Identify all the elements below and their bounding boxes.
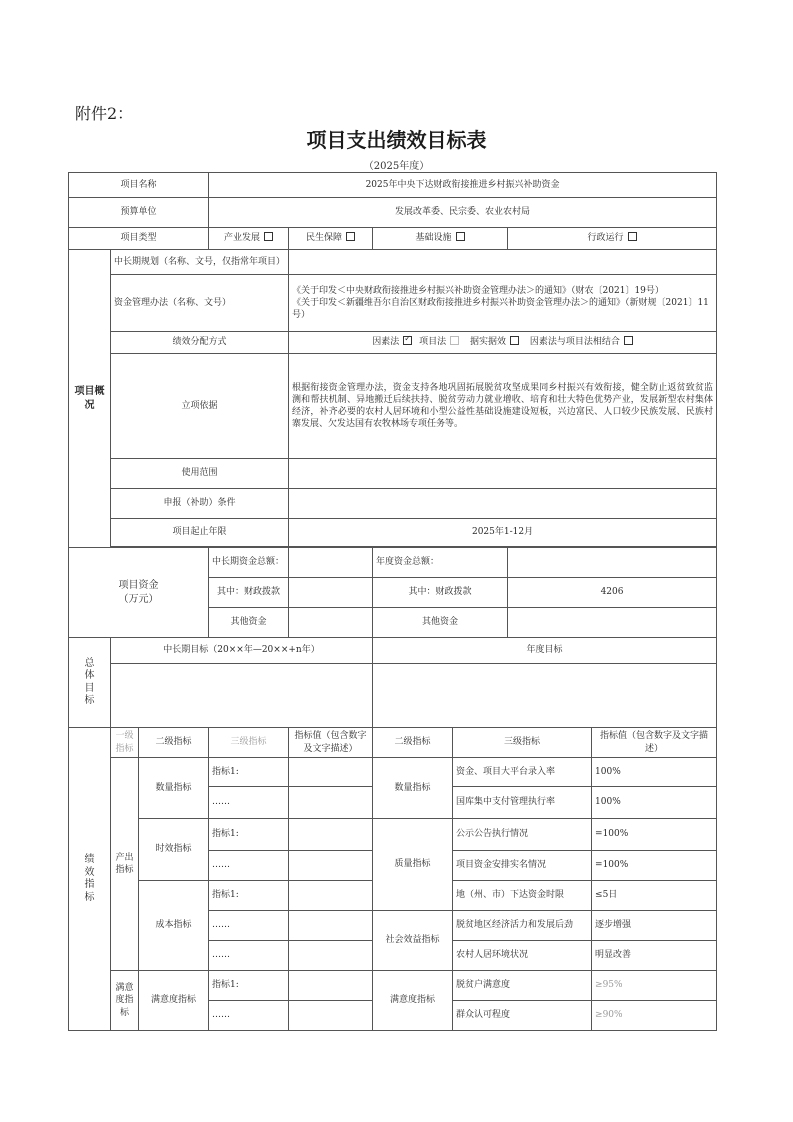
year-fiscal-label: 其中：财政拨款 <box>373 578 508 608</box>
right-indicator-name: 公示公告执行情况 <box>453 819 592 851</box>
long-total-value <box>289 548 373 578</box>
project-type-label: 项目类型 <box>69 228 209 250</box>
indicator-value-empty <box>289 758 373 787</box>
satisfaction-indicator-label: 满意度指标 <box>111 971 139 1031</box>
quantity-indicator-label: 数量指标 <box>139 758 209 819</box>
allocation-row <box>69 332 717 354</box>
indicator-more: …… <box>209 941 289 971</box>
indicator-value-empty <box>289 787 373 819</box>
plan-label: 中长期规划（名称、文号，仅指常年项目） <box>111 250 289 275</box>
right-indicator-value: ≥90% <box>592 1001 717 1031</box>
type-option-administration[interactable] <box>508 228 717 250</box>
header-level2: 二级指标 <box>139 728 209 758</box>
period-value: 2025年1-12月 <box>289 519 717 547</box>
attachment-label: 附件2： <box>75 104 134 123</box>
indicator-row <box>69 971 717 1001</box>
indicator-value-empty <box>289 911 373 941</box>
indicator-value-empty <box>289 851 373 881</box>
project-name-value: 2025年中央下达财政衔接推进乡村振兴补助资金 <box>209 173 717 198</box>
time-indicator-label: 时效指标 <box>139 819 209 881</box>
goals-header-row <box>69 638 717 664</box>
header-level3: 三级指标 <box>209 728 289 758</box>
indicator-header-row <box>69 728 717 758</box>
plan-row <box>69 250 717 275</box>
checkbox-icon <box>264 232 273 241</box>
header-value-right: 指标值（包含数字及文字描述） <box>592 728 717 758</box>
cost-indicator-label: 成本指标 <box>139 881 209 971</box>
section-project-funds <box>69 548 209 638</box>
project-name-row <box>69 173 717 198</box>
type-option-infrastructure[interactable] <box>373 228 508 250</box>
period-row <box>69 519 717 547</box>
right-indicator-value: 100% <box>592 758 717 787</box>
apply-value <box>289 489 717 519</box>
header-level1: 一级指标 <box>111 728 139 758</box>
indicator-row <box>69 758 717 787</box>
budget-unit-row <box>69 198 717 228</box>
basis-label: 立项依据 <box>111 354 289 459</box>
type-option-label: 基础设施 <box>415 233 452 244</box>
scope-row <box>69 459 717 489</box>
period-label: 项目起止年限 <box>111 519 289 547</box>
year-total-label: 年度资金总额： <box>373 548 508 578</box>
basis-row <box>69 354 717 459</box>
right-indicator-value: =100% <box>592 851 717 881</box>
checked-checkbox-icon[interactable] <box>403 336 412 345</box>
indicator-placeholder: 指标1: <box>209 758 289 787</box>
type-option-label: 行政运行 <box>587 233 624 244</box>
indicators-section-label: 绩效指标 <box>84 854 95 903</box>
checkbox-icon <box>456 232 465 241</box>
checkbox-icon[interactable] <box>624 336 633 345</box>
funds-section-label: 项目资金 <box>118 580 159 591</box>
header-level3-right: 三级指标 <box>453 728 592 758</box>
right-indicator-name: 脱贫户满意度 <box>453 971 592 1001</box>
indicator-placeholder: 指标1: <box>209 971 289 1001</box>
right-quantity-label: 数量指标 <box>373 758 453 819</box>
right-indicator-value: =100% <box>592 819 717 851</box>
indicator-value-empty <box>289 819 373 851</box>
long-other-value <box>289 608 373 638</box>
funds-unit-label: （万元） <box>118 593 159 605</box>
type-option-industry[interactable] <box>209 228 289 250</box>
section-overall-goals <box>69 638 111 728</box>
indicator-placeholder: 指标1: <box>209 819 289 851</box>
indicator-value-empty <box>289 941 373 971</box>
indicator-more: …… <box>209 1001 289 1031</box>
right-indicator-name: 国库集中支付管理执行率 <box>453 787 592 819</box>
satisfaction-level2-label: 满意度指标 <box>139 971 209 1031</box>
section-performance-indicators <box>69 728 111 1031</box>
budget-unit-value: 发展改革委、民宗委、农业农村局 <box>209 198 717 228</box>
header-value: 指标值（包含数字及文字描述） <box>289 728 373 758</box>
right-indicator-name: 项目资金安排实名情况 <box>453 851 592 881</box>
right-indicator-value: ≥95% <box>592 971 717 1001</box>
right-indicator-name: 地（州、市）下达资金时限 <box>453 881 592 911</box>
section-project-overview: 项目概况 <box>69 250 111 548</box>
scope-value <box>289 459 717 489</box>
measures-value <box>289 275 717 332</box>
right-satisfaction-label: 满意度指标 <box>373 971 453 1031</box>
year-fiscal-value: 4206 <box>508 578 717 608</box>
allocation-options <box>289 332 717 354</box>
right-indicator-name: 群众认可程度 <box>453 1001 592 1031</box>
indicator-value-empty <box>289 881 373 911</box>
checkbox-icon <box>346 232 355 241</box>
alloc-option-label: 据实据效 <box>469 337 506 348</box>
indicator-row <box>69 819 717 851</box>
type-option-label: 民生保障 <box>306 233 343 244</box>
project-type-row <box>69 228 717 250</box>
right-indicator-value: ≤5日 <box>592 881 717 911</box>
checkbox-icon[interactable] <box>450 336 459 345</box>
indicator-placeholder: 指标1: <box>209 881 289 911</box>
checkbox-icon[interactable] <box>510 336 519 345</box>
year-goal-value <box>373 664 717 728</box>
funds-total-row <box>69 548 717 578</box>
plan-value <box>289 250 717 275</box>
indicator-more: …… <box>209 787 289 819</box>
header-level2-right: 二级指标 <box>373 728 453 758</box>
checkbox-icon <box>628 232 637 241</box>
indicator-more: …… <box>209 851 289 881</box>
goals-section-label: 总体目标 <box>84 657 95 706</box>
year-other-label: 其他资金 <box>373 608 508 638</box>
right-indicator-name: 脱贫地区经济活力和发展后劲 <box>453 911 592 941</box>
basis-text: 根据衔接资金管理办法，资金支持各地巩固拓展脱贫攻坚成果同乡村振兴有效衔接，健全防止返贫致贫监测和帮扶机制、异地搬迁后续扶持、脱贫劳动力就业增收、培育和壮大特色优势产业，发展新型农村集体经济，补齐必要的农村人居环境和小型公益性基础设施建设短板，兴边富民、人口较少民族发展、民族村寨发展、欠发达国有农牧林场专项任务等。 <box>289 354 717 459</box>
year-other-value <box>508 608 717 638</box>
type-option-livelihood[interactable] <box>289 228 373 250</box>
long-total-label: 中长期资金总额： <box>209 548 289 578</box>
right-quality-label: 质量指标 <box>373 819 453 911</box>
goals-value-row <box>69 664 717 728</box>
indicator-value-empty <box>289 1001 373 1031</box>
indicator-more: …… <box>209 911 289 941</box>
long-goal-label: 中长期目标（20××年—20××+n年） <box>111 638 373 664</box>
budget-unit-label: 预算单位 <box>69 198 209 228</box>
type-option-label: 产业发展 <box>224 233 261 244</box>
measures-label: 资金管理办法（名称、文号） <box>111 275 289 332</box>
right-indicator-name: 农村人居环境状况 <box>453 941 592 971</box>
measures-row <box>69 275 717 332</box>
apply-row <box>69 489 717 519</box>
measures-line-1: 《关于印发＜中央财政衔接推进乡村振兴补助资金管理办法＞的通知》（财农〔2021〕19号） <box>292 285 664 296</box>
performance-goal-table <box>68 172 717 1031</box>
page-title: 项目支出绩效目标表 <box>306 128 487 152</box>
alloc-option-label: 项目法 <box>419 337 447 348</box>
right-indicator-value: 100% <box>592 787 717 819</box>
indicator-value-empty <box>289 971 373 1001</box>
long-goal-value <box>111 664 373 728</box>
year-total-value <box>508 548 717 578</box>
right-indicator-value: 明显改善 <box>592 941 717 971</box>
long-other-label: 其他资金 <box>209 608 289 638</box>
output-indicator-label: 产出指标 <box>111 758 139 971</box>
allocation-label: 绩效分配方式 <box>111 332 289 354</box>
right-indicator-name: 资金、项目大平台录入率 <box>453 758 592 787</box>
alloc-option-label: 因素法 <box>372 337 400 348</box>
project-name-label: 项目名称 <box>69 173 209 198</box>
measures-line-2: 《关于印发＜新疆维吾尔自治区财政衔接推进乡村振兴补助资金管理办法＞的通知》（新财规〔2021〕11号） <box>292 297 709 321</box>
long-fiscal-label: 其中：财政拨款 <box>209 578 289 608</box>
year-label: （2025年度） <box>363 161 430 172</box>
scope-label: 使用范围 <box>111 459 289 489</box>
year-goal-label: 年度目标 <box>373 638 717 664</box>
right-indicator-value: 逐步增强 <box>592 911 717 941</box>
long-fiscal-value <box>289 578 373 608</box>
apply-label: 申报（补助）条件 <box>111 489 289 519</box>
right-social-benefit-label: 社会效益指标 <box>373 911 453 971</box>
alloc-option-label: 因素法与项目法相结合 <box>529 337 620 348</box>
